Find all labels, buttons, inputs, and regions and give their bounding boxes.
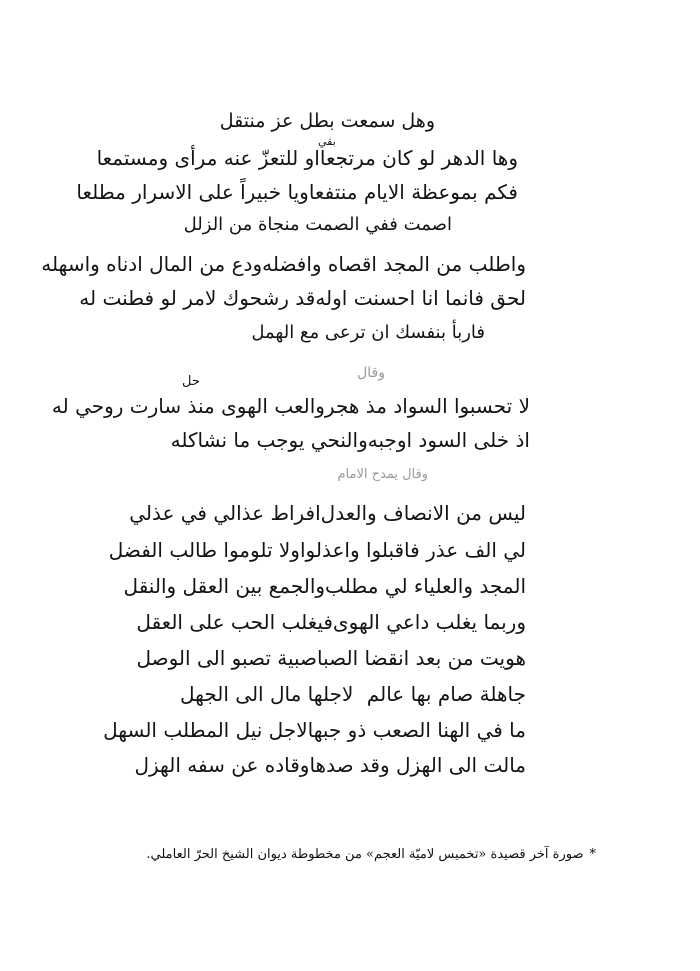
verse-line <box>76 180 518 204</box>
verse-right-hemistich: جاهلة صام بها عالم <box>366 682 526 706</box>
verse-line <box>170 428 530 452</box>
verse-left-hemistich: لاجلها مال الى الجهل <box>180 682 354 706</box>
faint-heading: وقال <box>357 365 385 381</box>
caption-bullet: * <box>589 847 596 862</box>
verse-line <box>129 501 526 525</box>
verse-left-hemistich: قد رشحوك لامر لو فطنت له <box>79 286 316 310</box>
marginal-note-mid: حل <box>182 374 200 389</box>
verse-right-hemistich: ليس من الانصاف والعدل <box>320 501 526 525</box>
verse-line <box>79 286 526 310</box>
verse-right-hemistich: المجد والعلياء لي مطلب <box>325 574 526 598</box>
stanza-refrain: فاربأ بنفسك ان ترعى مع الهمل <box>251 322 485 343</box>
verse-line <box>180 684 526 704</box>
verse-left-hemistich: ودع من المال ادناه واسهله <box>41 252 263 276</box>
verse-right-hemistich: وها الدهر لو كان مرتجعا <box>319 146 518 170</box>
verse-line <box>103 718 526 742</box>
verse-right-hemistich: لي الف عذر فاقبلوا واعذلوا <box>299 538 526 562</box>
verse-left-hemistich: فيغلب الحب على العقل <box>136 610 333 634</box>
stanza-refrain: اصمت ففي الصمت منجاة من الزلل <box>183 214 452 235</box>
verse-line <box>108 538 526 562</box>
verse-left-hemistich: لاجل نيل المطلب السهل <box>103 718 308 742</box>
verse-left-hemistich: والنحي يوجب ما نشاكله <box>170 428 368 452</box>
verse-right-hemistich: واطلب من المجد اقصاه وافضله <box>262 252 526 276</box>
verse-right-hemistich: وربما يغلب داعي الهوى <box>332 610 526 634</box>
verse-left-hemistich: صبية تصبو الى الوصل <box>136 646 318 670</box>
manuscript-header-line: وهل سمعت بطل عز منتقل <box>219 110 435 132</box>
verse-right-hemistich: اذ خلى السود اوجبه <box>367 428 530 452</box>
verse-line <box>136 646 526 670</box>
verse-right-hemistich: هويت من بعد انقضا الصبا <box>317 646 526 670</box>
verse-right-hemistich: لا تحسبوا السواد مذ هجروا <box>309 394 530 418</box>
verse-left-hemistich: ويا خبيراً على الاسرار مطلعا <box>76 180 309 204</box>
verse-line <box>134 753 526 777</box>
verse-line <box>136 610 526 634</box>
verse-line <box>123 574 526 598</box>
verse-line <box>51 394 530 418</box>
verse-left-hemistich: وقاده عن سفه الهزل <box>134 753 310 777</box>
verse-left-hemistich: ولا تلوموا طالب الفضل <box>108 538 300 562</box>
verse-right-hemistich: مالت الى الهزل وقد صدها <box>309 753 526 777</box>
verse-left-hemistich: والجمع بين العقل والنقل <box>123 574 326 598</box>
verse-left-hemistich: او للتعزّ عنه مرأى ومستمعا <box>96 146 320 170</box>
verse-left-hemistich: افراط عذالي في عذلي <box>129 501 321 525</box>
verse-right-hemistich: فكم بموعظة الايام منتفعا <box>308 180 518 204</box>
verse-line <box>41 252 526 276</box>
caption-text: صورة آخر قصيدة «تخميس لاميّة العجم» من مخطوطة ديوان الشيخ الحرّ العاملي. <box>146 847 584 862</box>
verse-right-hemistich: لحق فانما انا احسنت اوله <box>315 286 526 310</box>
figure-caption <box>110 847 596 862</box>
verse-line <box>96 146 518 170</box>
verse-right-hemistich: ما في الهنا الصعب ذو جبها <box>307 718 526 742</box>
verse-left-hemistich: لعب الهوى منذ سارت روحي له <box>51 394 310 418</box>
marginal-note-top: بقي <box>318 135 336 148</box>
faint-heading: وقال يمدح الامام <box>337 467 428 482</box>
